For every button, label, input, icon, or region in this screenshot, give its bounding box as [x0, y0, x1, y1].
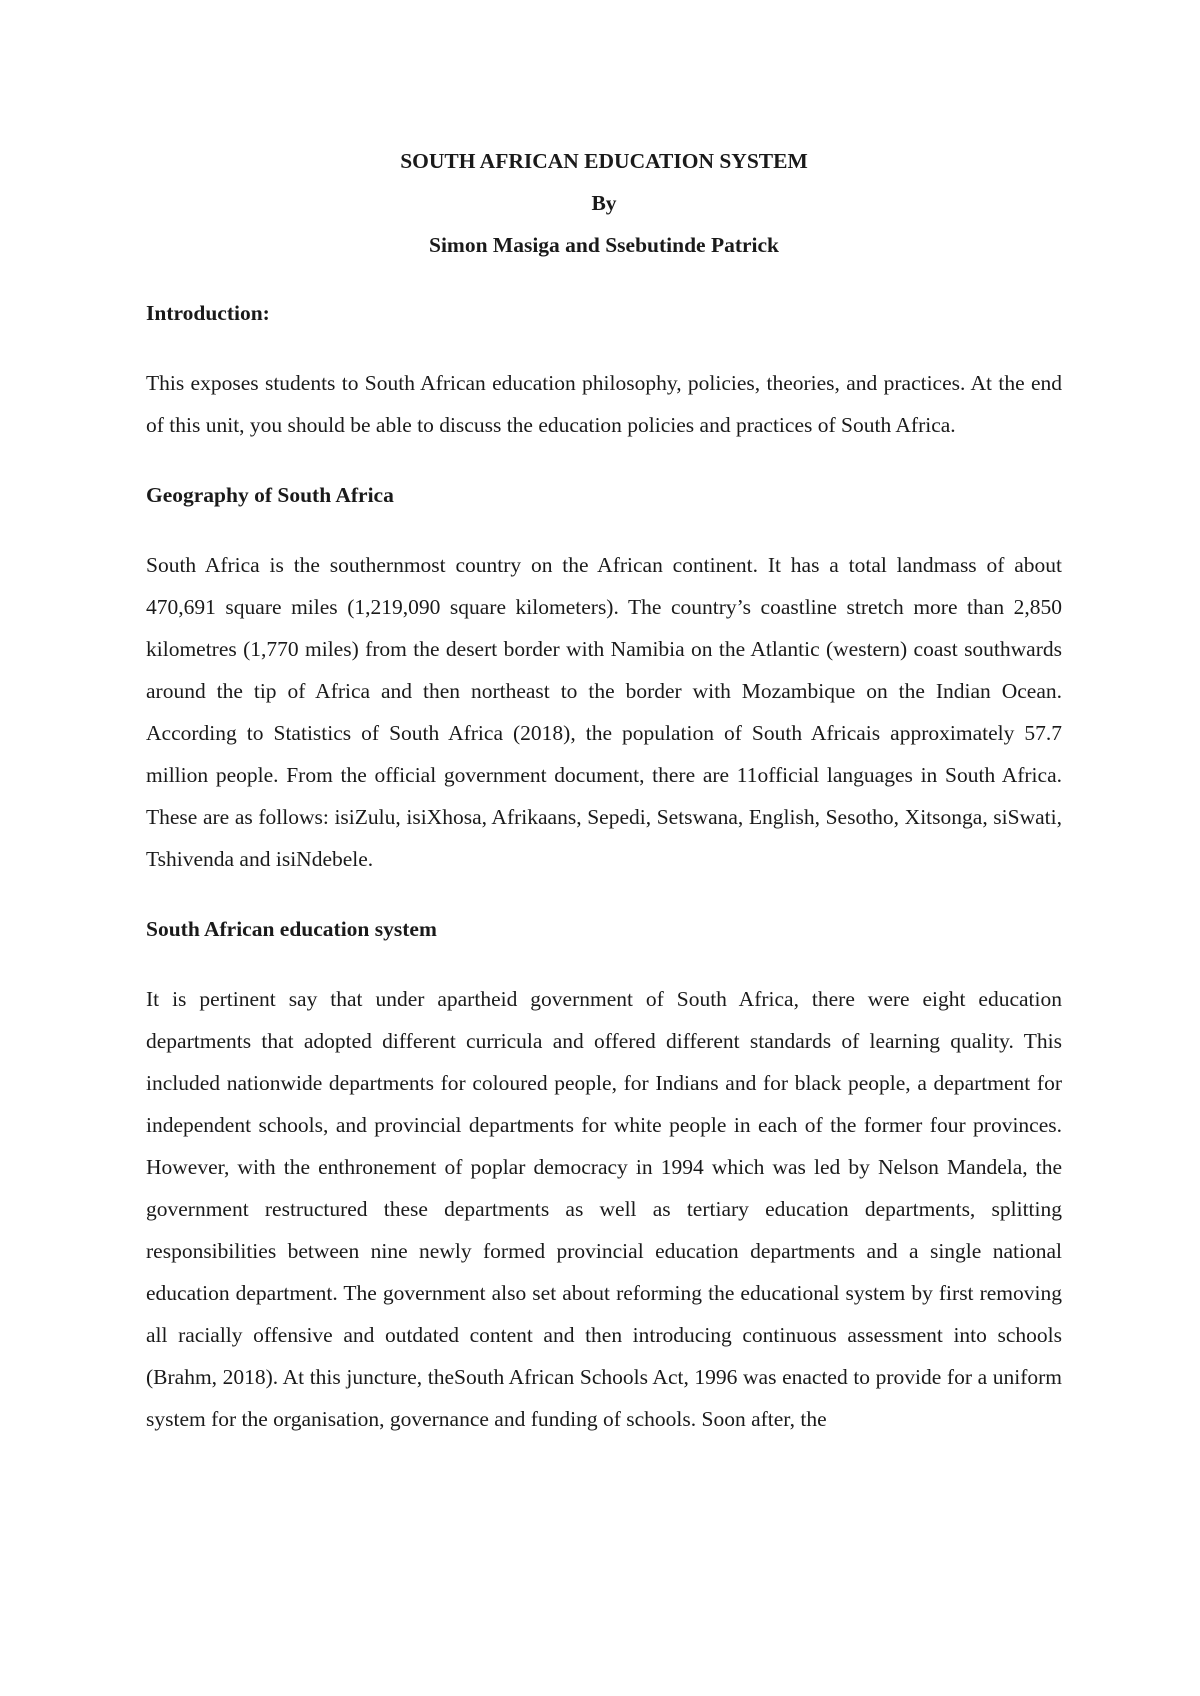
section-heading-introduction: Introduction:	[146, 301, 270, 325]
section-paragraph-education-system: It is pertinent say that under apartheid government of South Africa, there were eight education departments that adopted different curricula and offered different standards of learning quality. This included nationwide departments for coloured people, for Indians and for black people, a department for independent schools, and provincial departments for white people in each of the former four provinces. However, with the enthronement of poplar democracy in 1994 which was led by Nelson Mandela, the government restructured these departments as well as tertiary education departments, splitting responsibilities between nine newly formed provincial education departments and a single national education department. The government also set about reforming the educational system by first removing all racially offensive and outdated content and then introducing continuous assessment into schools (Brahm, 2018). At this juncture, theSouth African Schools Act, 1996 was enacted to provide for a uniform system for the organisation, governance and funding of schools. Soon after, the	[146, 987, 1062, 1431]
section-paragraph-geography: South Africa is the southernmost country on the African continent. It has a total landmass of about 470,691 square miles (1,219,090 square kilometers). The country’s coastline stretch more than 2,850 kilometres (1,770 miles) from the desert border with Namibia on the Atlantic (western) coast southwards around the tip of Africa and then northeast to the border with Mozambique on the Indian Ocean. According to Statistics of South Africa (2018), the population of South Africais approximately 57.7 million people. From the official government document, there are 11official languages in South Africa. These are as follows: isiZulu, isiXhosa, Afrikaans, Sepedi, Setswana, English, Sesotho, Xitsonga, siSwati, Tshivenda and isiNdebele.	[146, 553, 1062, 871]
section-heading-education-system: South African education system	[146, 917, 437, 941]
section-paragraph-introduction: This exposes students to South African education philosophy, policies, theories, and practices. At the end of this unit, you should be able to discuss the education policies and practices of South Africa.	[146, 371, 1062, 437]
document-title: SOUTH AFRICAN EDUCATION SYSTEM	[400, 149, 808, 173]
document-body	[146, 140, 1062, 1440]
document-authors: Simon Masiga and Ssebutinde Patrick	[428, 233, 780, 257]
section-heading-geography: Geography of South Africa	[146, 483, 394, 507]
byline-by: By	[591, 191, 617, 215]
